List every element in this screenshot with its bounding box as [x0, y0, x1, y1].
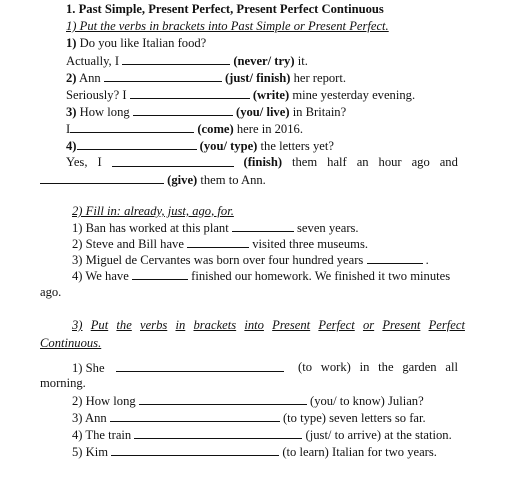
- heading-word: brackets: [193, 318, 237, 332]
- item-suffix: .: [425, 253, 429, 267]
- item-suffix: here in 2016.: [236, 122, 303, 136]
- item-number: 2): [72, 237, 83, 251]
- answer-blank[interactable]: [232, 220, 294, 232]
- answer-blank[interactable]: [104, 70, 222, 82]
- item-number: 5): [72, 445, 83, 459]
- item-prefix: Ann: [78, 71, 101, 85]
- verb-hint: (to learn) Italian for two years.: [282, 445, 437, 459]
- item-number: 3): [72, 253, 83, 267]
- item-suffix: it.: [297, 54, 308, 68]
- answer-blank[interactable]: [77, 138, 197, 150]
- item-prefix: Miguel de Cervantes was born over four hundred years: [85, 253, 364, 267]
- heading-word: in: [175, 318, 186, 332]
- item-suffix: finished our homework. We finished it two minutes: [191, 269, 451, 283]
- item-prefix: How long: [85, 394, 136, 408]
- item-suffix: mine yesterday evening.: [292, 88, 416, 102]
- ex3-item-1-continuation: morning.: [40, 376, 86, 390]
- answer-blank[interactable]: [132, 268, 188, 280]
- item-prefix: Seriously? I: [66, 88, 127, 102]
- item-word: hour: [378, 155, 402, 169]
- heading-word: Perfect: [428, 318, 465, 332]
- item-word: and: [439, 155, 458, 169]
- answer-blank[interactable]: [139, 393, 307, 405]
- item-prefix: The train: [85, 428, 132, 442]
- item-number: 1): [66, 36, 77, 50]
- hint-word: garden: [402, 360, 437, 374]
- verb-hint: (never/ try): [233, 54, 295, 68]
- item-suffix: seven years.: [297, 221, 359, 235]
- heading-word: 3): [72, 318, 83, 332]
- item-word: half: [327, 155, 347, 169]
- item-suffix: them to Ann.: [200, 173, 266, 187]
- item-number: 1): [72, 221, 83, 235]
- heading-word: or: [362, 318, 375, 332]
- item-number: 4): [72, 428, 83, 442]
- answer-blank[interactable]: [367, 252, 423, 264]
- heading-word: Put: [90, 318, 109, 332]
- answer-blank[interactable]: [134, 427, 302, 439]
- item-suffix: in Britain?: [292, 105, 347, 119]
- hint-word: (to: [298, 360, 312, 374]
- exercise-3-heading-cont: Continuous.: [40, 336, 102, 350]
- ex2-continuation: ago.: [40, 285, 62, 299]
- answer-blank[interactable]: [187, 236, 249, 248]
- heading-word: into: [244, 318, 264, 332]
- heading-word: Present: [272, 318, 311, 332]
- item-word: Yes,: [66, 155, 88, 169]
- verb-hint: (just/ finish): [224, 71, 291, 85]
- item-prefix: How long: [79, 105, 130, 119]
- ex3-item-5: [72, 444, 437, 460]
- item-prefix: Kim: [85, 445, 109, 459]
- worksheet-title: 1. Past Simple, Present Perfect, Present Perfect Continuous: [66, 2, 384, 16]
- verb-hint: (give): [167, 173, 198, 187]
- ex3-item-2: [72, 393, 424, 409]
- item-prefix: Steve and Bill have: [85, 237, 184, 251]
- verb-hint: (you/ to know) Julian?: [310, 394, 424, 408]
- item-suffix: her report.: [293, 71, 347, 85]
- item-word: ago: [411, 155, 430, 169]
- ex1-line-9: [40, 172, 266, 188]
- ex1-line-6: [66, 121, 303, 137]
- item-number: 3): [72, 411, 83, 425]
- item-number: 4): [66, 139, 77, 153]
- verb-hint: (to type) seven letters so far.: [282, 411, 426, 425]
- item-prefix: I: [66, 122, 71, 136]
- item-text: Do you like Italian food?: [79, 36, 207, 50]
- exercise-2-heading: 2) Fill in: already, just, ago, for.: [72, 204, 234, 218]
- item-number: 1): [72, 361, 83, 375]
- hint-word: in: [359, 360, 370, 374]
- heading-word: the: [116, 318, 132, 332]
- item-number: 2): [72, 394, 83, 408]
- ex1-line-2: [66, 53, 308, 69]
- verb-hint: (come): [197, 122, 234, 136]
- item-word: an: [356, 155, 369, 169]
- exercise-3-heading: [72, 318, 465, 333]
- ex1-line-1: [66, 36, 206, 51]
- hint-word: the: [378, 360, 394, 374]
- verb-hint: (write): [252, 88, 290, 102]
- hint-word: work): [320, 360, 351, 374]
- item-suffix: visited three museums.: [252, 237, 369, 251]
- item-number: 3): [66, 105, 77, 119]
- item-word: them: [292, 155, 318, 169]
- ex3-item-4: [72, 427, 452, 443]
- ex3-item-1: [72, 360, 458, 376]
- item-prefix: We have: [85, 269, 129, 283]
- answer-blank[interactable]: [111, 444, 279, 456]
- ex3-item-3: [72, 410, 426, 426]
- item-prefix: Actually, I: [66, 54, 120, 68]
- answer-blank[interactable]: [112, 155, 234, 167]
- verb-hint: (you/ type): [199, 139, 258, 153]
- item-prefix: Ban has worked at this plant: [85, 221, 229, 235]
- ex2-item-3: [72, 252, 429, 268]
- verb-hint-justified: [298, 360, 458, 375]
- exercise-1-heading: 1) Put the verbs in brackets into Past Simple or Present Perfect.: [66, 19, 389, 33]
- heading-word: verbs: [140, 318, 168, 332]
- ex2-item-4: [72, 268, 450, 284]
- answer-blank[interactable]: [110, 410, 280, 422]
- ex1-line-5: [66, 104, 346, 120]
- heading-word: Present: [382, 318, 421, 332]
- hint-word: all: [445, 360, 458, 374]
- item-suffix: the letters yet?: [260, 139, 334, 153]
- ex1-line-7: [66, 138, 334, 154]
- ex2-item-1: [72, 220, 359, 236]
- heading-word: Perfect: [318, 318, 355, 332]
- ex1-line-4: [66, 87, 415, 103]
- answer-blank[interactable]: [133, 104, 233, 116]
- answer-blank[interactable]: [122, 53, 230, 65]
- answer-blank[interactable]: [40, 172, 164, 184]
- ex2-item-2: [72, 236, 368, 252]
- item-number: 2): [66, 71, 77, 85]
- verb-hint: (finish): [243, 155, 283, 169]
- answer-blank[interactable]: [116, 360, 284, 372]
- verb-hint: (just/ to arrive) at the station.: [305, 428, 452, 442]
- answer-blank[interactable]: [70, 121, 194, 133]
- item-number: 4): [72, 269, 83, 283]
- ex1-line-8: [66, 155, 458, 170]
- item-prefix: She: [85, 361, 105, 375]
- item-word: I: [97, 155, 102, 169]
- ex1-line-3: [66, 70, 346, 86]
- item-prefix: Ann: [84, 411, 107, 425]
- verb-hint: (you/ live): [236, 105, 290, 119]
- answer-blank[interactable]: [130, 87, 250, 99]
